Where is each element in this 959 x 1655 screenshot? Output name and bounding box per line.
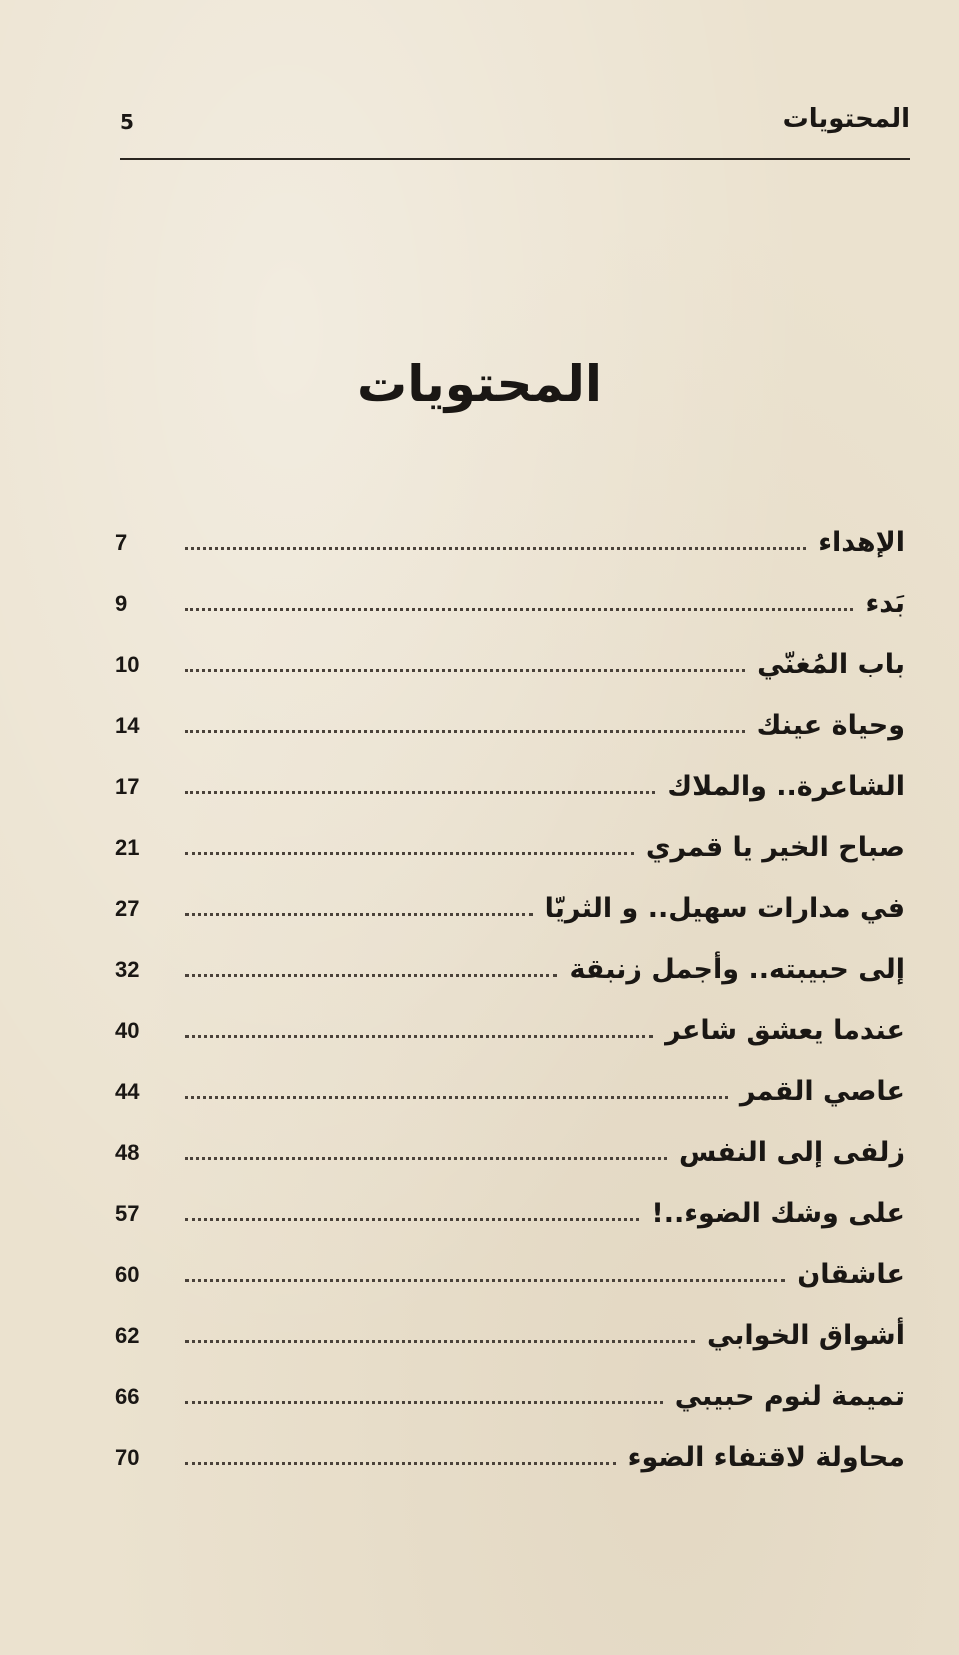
toc-dot-leader <box>185 608 853 611</box>
toc-entry-title: عاصي القمر <box>739 1076 905 1107</box>
toc-entry-title: وحياة عينك <box>756 710 905 741</box>
toc-dot-leader <box>185 1157 667 1160</box>
toc-page-number: 57 <box>115 1200 140 1226</box>
toc-dot-leader <box>185 547 806 550</box>
toc-entry-title: تميمة لنوم حبيبي <box>674 1381 905 1412</box>
toc-page-number: 32 <box>115 956 140 982</box>
toc-dot-leader <box>185 852 634 855</box>
toc-dot-leader <box>185 791 655 794</box>
toc-page-number: 60 <box>115 1261 140 1287</box>
toc-entry[interactable] <box>115 1244 905 1305</box>
toc-dot-leader <box>185 1340 695 1343</box>
toc-entry-title: إلى حبيبته.. وأجمل زنبقة <box>569 954 905 985</box>
toc-entry-title: عندما يعشق شاعر <box>665 1015 905 1046</box>
toc-entry[interactable] <box>115 512 905 573</box>
toc-entry-title: محاولة لاقتفاء الضوء <box>627 1442 905 1473</box>
toc-entry-title: على وشك الضوء..! <box>651 1198 905 1229</box>
toc-entry[interactable] <box>115 695 905 756</box>
toc-entry[interactable] <box>115 939 905 1000</box>
toc-entry-title: باب المُغنّي <box>757 649 905 680</box>
toc-entry-title: الشاعرة.. والملاك <box>667 771 905 802</box>
toc-entry[interactable] <box>115 1305 905 1366</box>
toc-entry-title: في مدارات سهيل.. و الثريّا <box>544 893 905 924</box>
toc-entry[interactable] <box>115 1366 905 1427</box>
toc-dot-leader <box>185 1279 785 1282</box>
toc-page-number: 21 <box>115 834 140 860</box>
toc-entry[interactable] <box>115 1183 905 1244</box>
toc-page-number: 66 <box>115 1383 140 1409</box>
toc-entry[interactable] <box>115 1427 905 1488</box>
toc-page-number: 44 <box>115 1078 140 1104</box>
toc-page-number: 9 <box>115 590 128 616</box>
toc-page-number: 27 <box>115 895 140 921</box>
toc-dot-leader <box>185 913 533 916</box>
header-divider <box>120 158 910 160</box>
toc-entry[interactable] <box>115 1122 905 1183</box>
toc-dot-leader <box>185 669 745 672</box>
toc-dot-leader <box>185 730 745 733</box>
toc-page-number: 70 <box>115 1444 140 1470</box>
toc-dot-leader <box>185 1096 728 1099</box>
toc-entry-title: بَدء <box>865 588 905 619</box>
toc-entry[interactable] <box>115 756 905 817</box>
toc-entry-title: الإهداء <box>818 527 905 558</box>
toc-entry-title: عاشقان <box>797 1259 905 1290</box>
header-title: المحتويات <box>782 104 910 134</box>
toc-entry[interactable] <box>115 1000 905 1061</box>
toc-page-number: 10 <box>115 651 140 677</box>
toc-page-number: 48 <box>115 1139 140 1165</box>
toc-entry-title: أشواق الخوابي <box>706 1320 905 1351</box>
toc-page-number: 62 <box>115 1322 140 1348</box>
toc-dot-leader <box>185 1035 653 1038</box>
header-page-number: 5 <box>120 110 134 134</box>
toc-entry[interactable] <box>115 1061 905 1122</box>
toc-entry[interactable] <box>115 634 905 695</box>
toc-dot-leader <box>185 1462 616 1465</box>
page-title: المحتويات <box>356 355 603 413</box>
running-header <box>120 104 910 148</box>
toc-dot-leader <box>185 1401 663 1404</box>
toc-page-number: 40 <box>115 1017 140 1043</box>
toc-entry-title: صباح الخير يا قمري <box>645 832 905 863</box>
toc-entry[interactable] <box>115 817 905 878</box>
toc-entry[interactable] <box>115 878 905 939</box>
toc-page-number: 7 <box>115 529 128 555</box>
toc-dot-leader <box>185 1218 639 1221</box>
table-of-contents <box>115 512 905 1488</box>
toc-entry[interactable] <box>115 573 905 634</box>
toc-page-number: 17 <box>115 773 140 799</box>
toc-dot-leader <box>185 974 557 977</box>
toc-page-number: 14 <box>115 712 140 738</box>
toc-entry-title: زلفى إلى النفس <box>679 1137 905 1168</box>
